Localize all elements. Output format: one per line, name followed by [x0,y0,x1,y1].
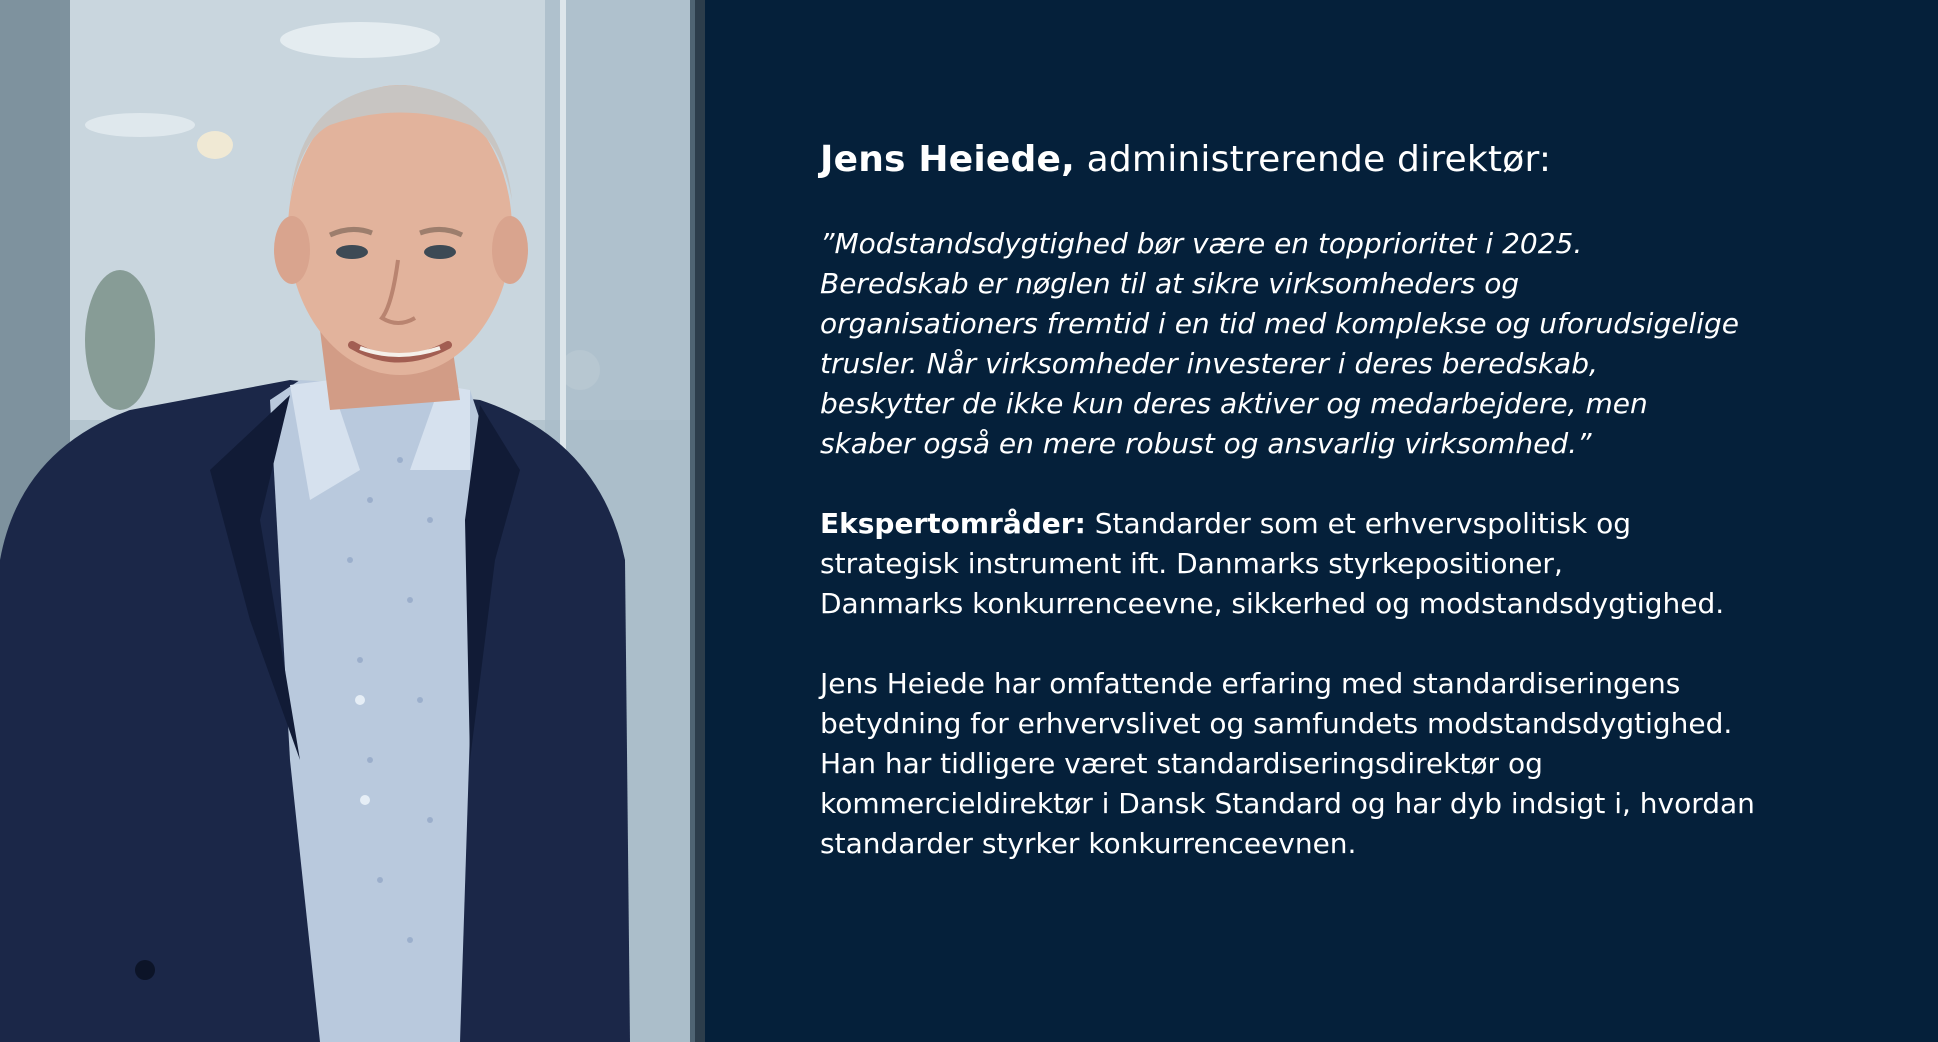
bio-line: Jens Heiede har omfattende erfaring med standardiseringens [820,667,1681,700]
quote [820,224,1880,464]
portrait-photo [0,0,705,1042]
expertise-line: strategisk instrument ift. Danmarks styrkepositioner, [820,547,1563,580]
expertise-line: Danmarks konkurrenceevne, sikkerhed og modstandsdygtighed. [820,587,1725,620]
text-panel [820,136,1880,864]
expertise-section [820,504,1880,624]
person-name: Jens Heiede, [820,139,1075,180]
bio-line: betydning for erhvervslivet og samfundets modstandsdygtighed. [820,707,1733,740]
quote-line: beskytter de ikke kun deres aktiver og medarbejdere, men [820,387,1648,420]
heading [820,136,1880,184]
expertise-line [820,504,1880,544]
bio-line: kommercieldirektør i Dansk Standard og har dyb indsigt i, hvordan [820,787,1755,820]
bio-section [820,664,1880,864]
quote-line: Beredskab er nøglen til at sikre virksomheders og [820,267,1520,300]
person-role: administrerende direktør: [1074,139,1552,180]
quote-line: organisationers fremtid i en tid med komplekse og uforudsigelige [820,307,1739,340]
quote-line: skaber også en mere robust og ansvarlig virksomhed.” [820,427,1592,460]
bio-line: Han har tidligere været standardiseringsdirektør og [820,747,1543,780]
bio-line: standarder styrker konkurrenceevnen. [820,827,1357,860]
quote-line: trusler. Når virksomheder investerer i deres beredskab, [820,347,1598,380]
expertise-label: Ekspertområder: [820,507,1086,540]
expertise-text: Standarder som et erhvervspolitisk og [1085,507,1632,540]
quote-line: ”Modstandsdygtighed bør være en topprioritet i 2025. [820,227,1583,260]
